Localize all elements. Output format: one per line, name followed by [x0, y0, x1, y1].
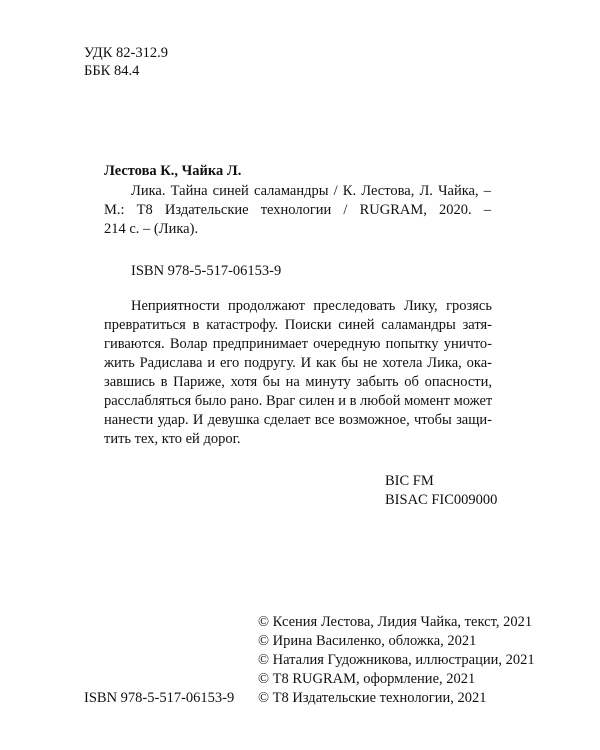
- bic-code: BIC FM: [385, 473, 434, 489]
- isbn-bottom: ISBN 978-5-517-06153-9: [84, 690, 235, 706]
- annotation-line: нанести удар. И девушка сделает все возможное, чтобы защи-: [104, 412, 492, 428]
- bib-description-line: М.: Т8 Издательские технологии / RUGRAM, 2020. –: [104, 202, 491, 218]
- copyright-line: © Ирина Василенко, обложка, 2021: [258, 633, 477, 649]
- bib-description-line: 214 с. – (Лика).: [104, 221, 199, 237]
- copyright-line: © Наталия Гудожникова, иллюстрации, 2021: [258, 652, 535, 668]
- annotation-line: жить Радислава и его подругу. И как бы не хотела Лика, ока-: [104, 355, 492, 371]
- bisac-code: BISAC FIC009000: [385, 492, 498, 508]
- annotation-line: превратиться в катастрофу. Поиски синей саламандры затя-: [104, 317, 492, 333]
- annotation-line: гиваются. Волар предпринимает очередную попытку уничто-: [104, 336, 492, 352]
- annotation-line: тить тех, кто ей дорог.: [104, 431, 241, 447]
- copyright-line: © Т8 Издательские технологии, 2021: [258, 690, 487, 706]
- copyright-line: © Ксения Лестова, Лидия Чайка, текст, 2021: [258, 614, 533, 630]
- author-heading: Лестова К., Чайка Л.: [104, 163, 242, 179]
- annotation-line: расслабляться было рано. Враг силен и в любой момент может: [104, 393, 493, 409]
- isbn-top: ISBN 978-5-517-06153-9: [131, 263, 282, 279]
- bib-description-line: Лика. Тайна синей саламандры / К. Лестова, Л. Чайка, –: [131, 183, 491, 199]
- annotation-line: Неприятности продолжают преследовать Лику, грозясь: [131, 298, 492, 314]
- copyright-line: © Т8 RUGRAM, оформление, 2021: [258, 671, 476, 687]
- annotation-line: завшись в Париже, хотя бы на минуту забыть об опасности,: [104, 374, 492, 390]
- udk-code: УДК 82-312.9: [84, 45, 168, 61]
- bbk-code: ББК 84.4: [84, 63, 140, 79]
